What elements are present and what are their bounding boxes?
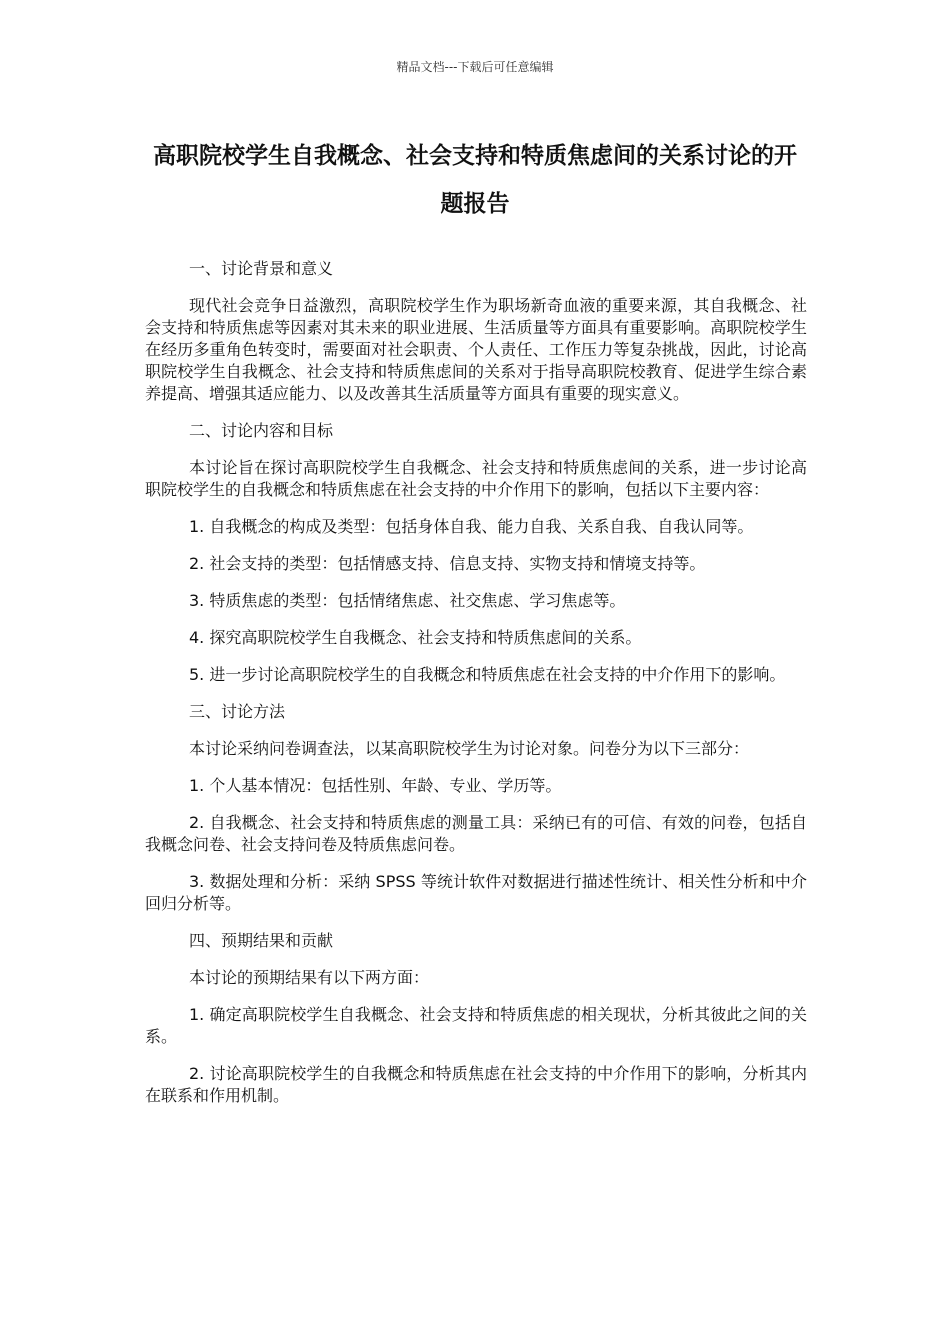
list-item-results-2: 2. 讨论高职院校学生的自我概念和特质焦虑在社会支持的中介作用下的影响，分析其内在联系和作用机制。 bbox=[145, 1064, 807, 1105]
list-item-content-2: 2. 社会支持的类型：包括情感支持、信息支持、实物支持和情境支持等。 bbox=[189, 554, 706, 573]
section-heading-method: 三、讨论方法 bbox=[189, 702, 286, 721]
paragraph-background: 现代社会竞争日益激烈，高职院校学生作为职场新奇血液的重要来源，其自我概念、社会支持和特质焦虑等因素对其未来的职业进展、生活质量等方面具有重要影响。高职院校学生在经历多重角色转变时，需要面对社会职责、个人责任、工作压力等复杂挑战，因此，讨论高职院校学生自我概念、社会支持和特质焦虑间的关系对于指导高职院校教育、促进学生综合素养提高、增强其适应能力、以及改善其生活质量等方面具有重要的现实意义。 bbox=[145, 296, 807, 403]
list-item-method-1: 1. 个人基本情况：包括性别、年龄、专业、学历等。 bbox=[189, 776, 562, 795]
list-item-content-3: 3. 特质焦虑的类型：包括情绪焦虑、社交焦虑、学习焦虑等。 bbox=[189, 591, 626, 610]
list-item-method-3: 3. 数据处理和分析：采纳 SPSS 等统计软件对数据进行描述性统计、相关性分析和中介回归分析等。 bbox=[145, 872, 807, 913]
header-note: 精品文档---下载后可任意编辑 bbox=[396, 60, 554, 74]
list-item-results-1: 1. 确定高职院校学生自我概念、社会支持和特质焦虑的相关现状，分析其彼此之间的关系。 bbox=[145, 1005, 807, 1046]
paragraph-content-intro: 本讨论旨在探讨高职院校学生自我概念、社会支持和特质焦虑间的关系，进一步讨论高职院校学生的自我概念和特质焦虑在社会支持的中介作用下的影响，包括以下主要内容： bbox=[145, 458, 807, 499]
paragraph-results-intro: 本讨论的预期结果有以下两方面： bbox=[189, 968, 430, 987]
list-item-method-2: 2. 自我概念、社会支持和特质焦虑的测量工具：采纳已有的可信、有效的问卷，包括自我概念问卷、社会支持问卷及特质焦虑问卷。 bbox=[145, 813, 807, 854]
section-heading-background: 一、讨论背景和意义 bbox=[189, 259, 334, 278]
paragraph-method-intro: 本讨论采纳问卷调查法，以某高职院校学生为讨论对象。问卷分为以下三部分： bbox=[189, 739, 750, 758]
list-item-content-1: 1. 自我概念的构成及类型：包括身体自我、能力自我、关系自我、自我认同等。 bbox=[189, 517, 754, 536]
list-item-content-5: 5. 进一步讨论高职院校学生的自我概念和特质焦虑在社会支持的中介作用下的影响。 bbox=[189, 665, 786, 684]
section-heading-results: 四、预期结果和贡献 bbox=[189, 931, 334, 950]
list-item-content-4: 4. 探究高职院校学生自我概念、社会支持和特质焦虑间的关系。 bbox=[189, 628, 642, 647]
document-title: 高职院校学生自我概念、社会支持和特质焦虑间的关系讨论的开题报告 bbox=[153, 143, 797, 217]
document-body bbox=[145, 258, 807, 1122]
section-heading-content: 二、讨论内容和目标 bbox=[189, 421, 334, 440]
